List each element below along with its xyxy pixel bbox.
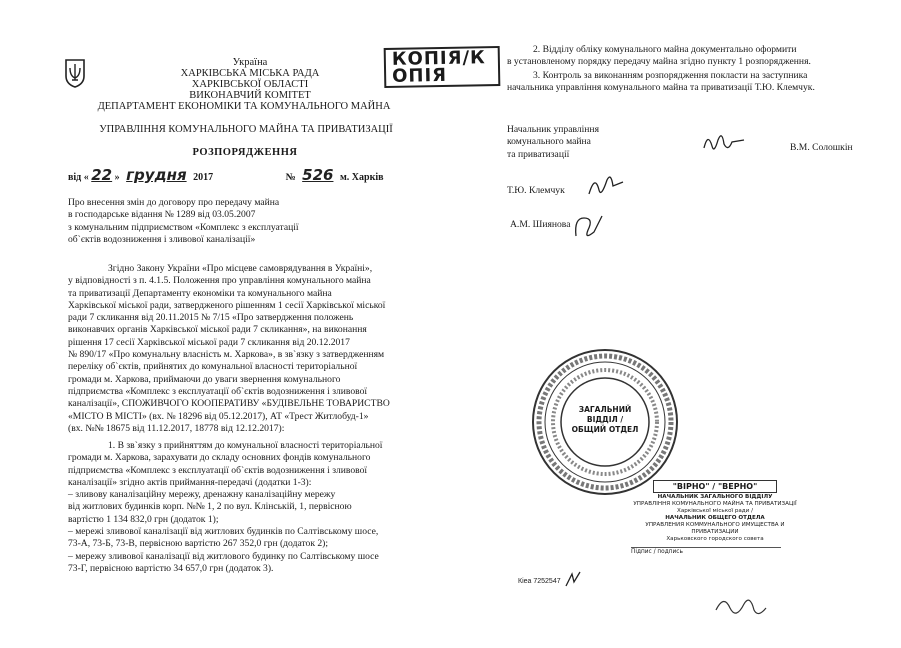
footer-code: Кіеа 7252547 [518, 578, 561, 585]
subject-line: Про внесення змін до договору про передачу майна [68, 197, 280, 208]
subject-line: об`єктів водозниження і зливової каналізації» [68, 233, 256, 245]
preamble-block [68, 263, 418, 435]
doc-type-title: РОЗПОРЯДЖЕННЯ [192, 147, 298, 158]
item-1-line: вартістю 1 134 832,0 грн (додаток 1); [68, 513, 219, 525]
preamble-line: переліку об`єктів, прийнятих до комунальної власності територіальної [68, 361, 358, 373]
verno-stamp [625, 480, 805, 555]
approver-2-name: А.М. Шиянова [510, 219, 571, 230]
preamble-line: та приватизації Департаменту економіки та комунального майна [68, 287, 332, 299]
subject-block [68, 197, 338, 246]
item-1-line: від житлових будинків корп. №№ 1, 2 по вул. Клінській, 1, первісною [68, 501, 352, 513]
verno-line: Харьковского городского совета [666, 536, 764, 542]
verno-line: УПРАВЛІННЯ КОМУНАЛЬНОГО МАЙНА ТА ПРИВАТИЗАЦІЇ [633, 501, 797, 507]
item-1-line: – зливову каналізаційну мережу, дренажну каналізаційну мережу [68, 489, 336, 501]
region-label: ХАРКІВСЬКОЇ ОБЛАСТІ [191, 79, 309, 90]
verno-sign-label: Підпис / подпись [631, 549, 683, 555]
letterhead [120, 57, 380, 101]
dateline [68, 166, 418, 184]
number-label: № [285, 172, 296, 183]
preamble-line: у відповідності з п. 4.1.5. Положення про управління комунального майна [68, 275, 371, 287]
verno-line: УПРАВЛЕНИЯ КОММУНАЛЬНОГО ИМУЩЕСТВА И ПРИВАТИЗАЦИИ [645, 522, 785, 535]
item-1-line: громади м. Харкова, зарахувати до складу основних фондів комунального [68, 452, 371, 464]
approver-1-signature-icon [585, 172, 625, 205]
copy-stamp: КОПІЯ/КОПІЯ [384, 46, 501, 88]
preamble-line: рішення 17 сесії Харківської міської ради 7 скликання від 20.12.2017 [68, 336, 350, 348]
subject-line: з комунальним підприємством «Комплекс з експлуатації [68, 221, 299, 233]
committee-label: ВИКОНАВЧИЙ КОМІТЕТ [189, 90, 311, 101]
date-month: грудня [126, 166, 187, 184]
city-council-label: ХАРКІВСЬКА МІСЬКА РАДА [180, 68, 320, 79]
item-2-block [507, 44, 857, 69]
item-1-line: каналізації» згідно актів приймання-передачі (додатки 1-3): [68, 476, 312, 488]
item-2-line: 2. Відділу обліку комунального майна документально оформити [533, 44, 797, 55]
date-from-label: від « [68, 172, 89, 183]
date-mid: » [114, 172, 120, 183]
approver-1-name: Т.Ю. Клемчук [507, 185, 565, 196]
item-1-line: 1. В зв`язку з прийняттям до комунальної власності територіальної [108, 440, 383, 451]
item-1-line: 73-А, 73-Б, 73-В, первісною вартістю 267 352,0 грн (додаток 2); [68, 538, 329, 550]
round-seal [530, 347, 680, 497]
approver-2-signature-icon [570, 212, 604, 247]
verno-title: "ВІРНО" / "ВЕРНО" [653, 480, 777, 493]
coat-of-arms-icon [64, 58, 86, 93]
head-title-line: комунального майна [507, 136, 591, 148]
item-1-block [68, 440, 418, 575]
head-title [507, 124, 667, 161]
doc-number: 526 [302, 166, 334, 184]
verno-line: НАЧАЛЬНИК ОБЩЕГО ОТДЕЛА [665, 515, 765, 521]
verno-line: НАЧАЛЬНИК ЗАГАЛЬНОГО ВІДДІЛУ [657, 494, 773, 500]
item-3-line: 3. Контроль за виконанням розпорядження покласти на заступника [533, 70, 808, 81]
preamble-line: ради 7 скликання від 20.11.2015 № 7/15 «Про затвердження положень [68, 312, 354, 324]
preamble-line: Згідно Закону України «Про місцеве самоврядування в Україні», [108, 263, 373, 274]
city-label: м. Харків [339, 172, 384, 183]
item-3-block [507, 70, 857, 95]
seal-center-line: ОБЩИЙ ОТДЕЛ [571, 425, 639, 434]
item-1-line: 73-Г, первісною вартістю 34 657,0 грн (додаток 3). [68, 562, 274, 574]
country-label: Україна [232, 57, 268, 68]
item-1-line: – мережу зливової каналізації від житлового будинку по Салтівському шосе [68, 550, 379, 562]
subject-line: в господарське відання № 1289 від 03.05.2007 [68, 209, 256, 221]
date-day: 22 [91, 166, 113, 184]
preamble-line: № 890/17 «Про комунальну власність м. Харкова», в зв`язку з затвердженням [68, 349, 385, 361]
footer-signature-icon [562, 570, 582, 595]
preamble-line: (вх. №№ 18675 від 11.12.2017, 18778 від 12.12.2017): [68, 422, 285, 434]
preamble-line: Харківської міської ради, затвердженого рішенням 1 сесії Харківської міської [68, 299, 386, 311]
item-3-line: начальника управління комунального майна та приватизації Т.Ю. Клемчук. [507, 82, 815, 94]
head-title-line: та приватизації [507, 148, 570, 160]
item-1-line: підприємства «Комплекс з експлуатації об`єктів водозниження і зливової [68, 464, 368, 476]
preamble-line: громади м. Харкова, приймаючи до уваги звернення комунального [68, 373, 341, 385]
preamble-line: підприємства «Комплекс з експлуатації об`єктів водозниження і зливової [68, 385, 368, 397]
head-title-line: Начальник управління [507, 124, 599, 135]
department-label: ДЕПАРТАМЕНТ ЕКОНОМІКИ ТА КОМУНАЛЬНОГО МАЙНА [97, 101, 391, 112]
seal-center-line: ЗАГАЛЬНИЙ [578, 405, 632, 414]
preamble-line: виконавчих органів Харківської міської ради 7 скликання», на виконання [68, 324, 367, 336]
item-2-line: в установленому порядку передачу майна згідно пункту 1 розпорядження. [507, 56, 811, 68]
seal-center-line: ВІДДІЛ / [586, 415, 624, 424]
office-label: УПРАВЛІННЯ КОМУНАЛЬНОГО МАЙНА ТА ПРИВАТИЗАЦІЇ [99, 124, 393, 135]
date-year: 2017 [193, 172, 214, 183]
head-name: В.М. Солошкін [790, 142, 853, 153]
verno-signature-icon [710, 590, 770, 629]
preamble-line: каналізації», СПОЖИВЧОГО КООПЕРАТИВУ «БУДІВЕЛЬНЕ ТОВАРИСТВО [68, 398, 390, 410]
verno-line: Харківської міської ради / [677, 508, 753, 514]
preamble-line: «МІСТО В МІСТІ» (вх. № 18296 від 05.12.2017), АТ «Трест Житлобуд-1» [68, 410, 369, 422]
item-1-line: – мережі зливової каналізації від житлових будинків по Салтівському шосе, [68, 526, 379, 538]
head-signature-icon [700, 128, 746, 163]
